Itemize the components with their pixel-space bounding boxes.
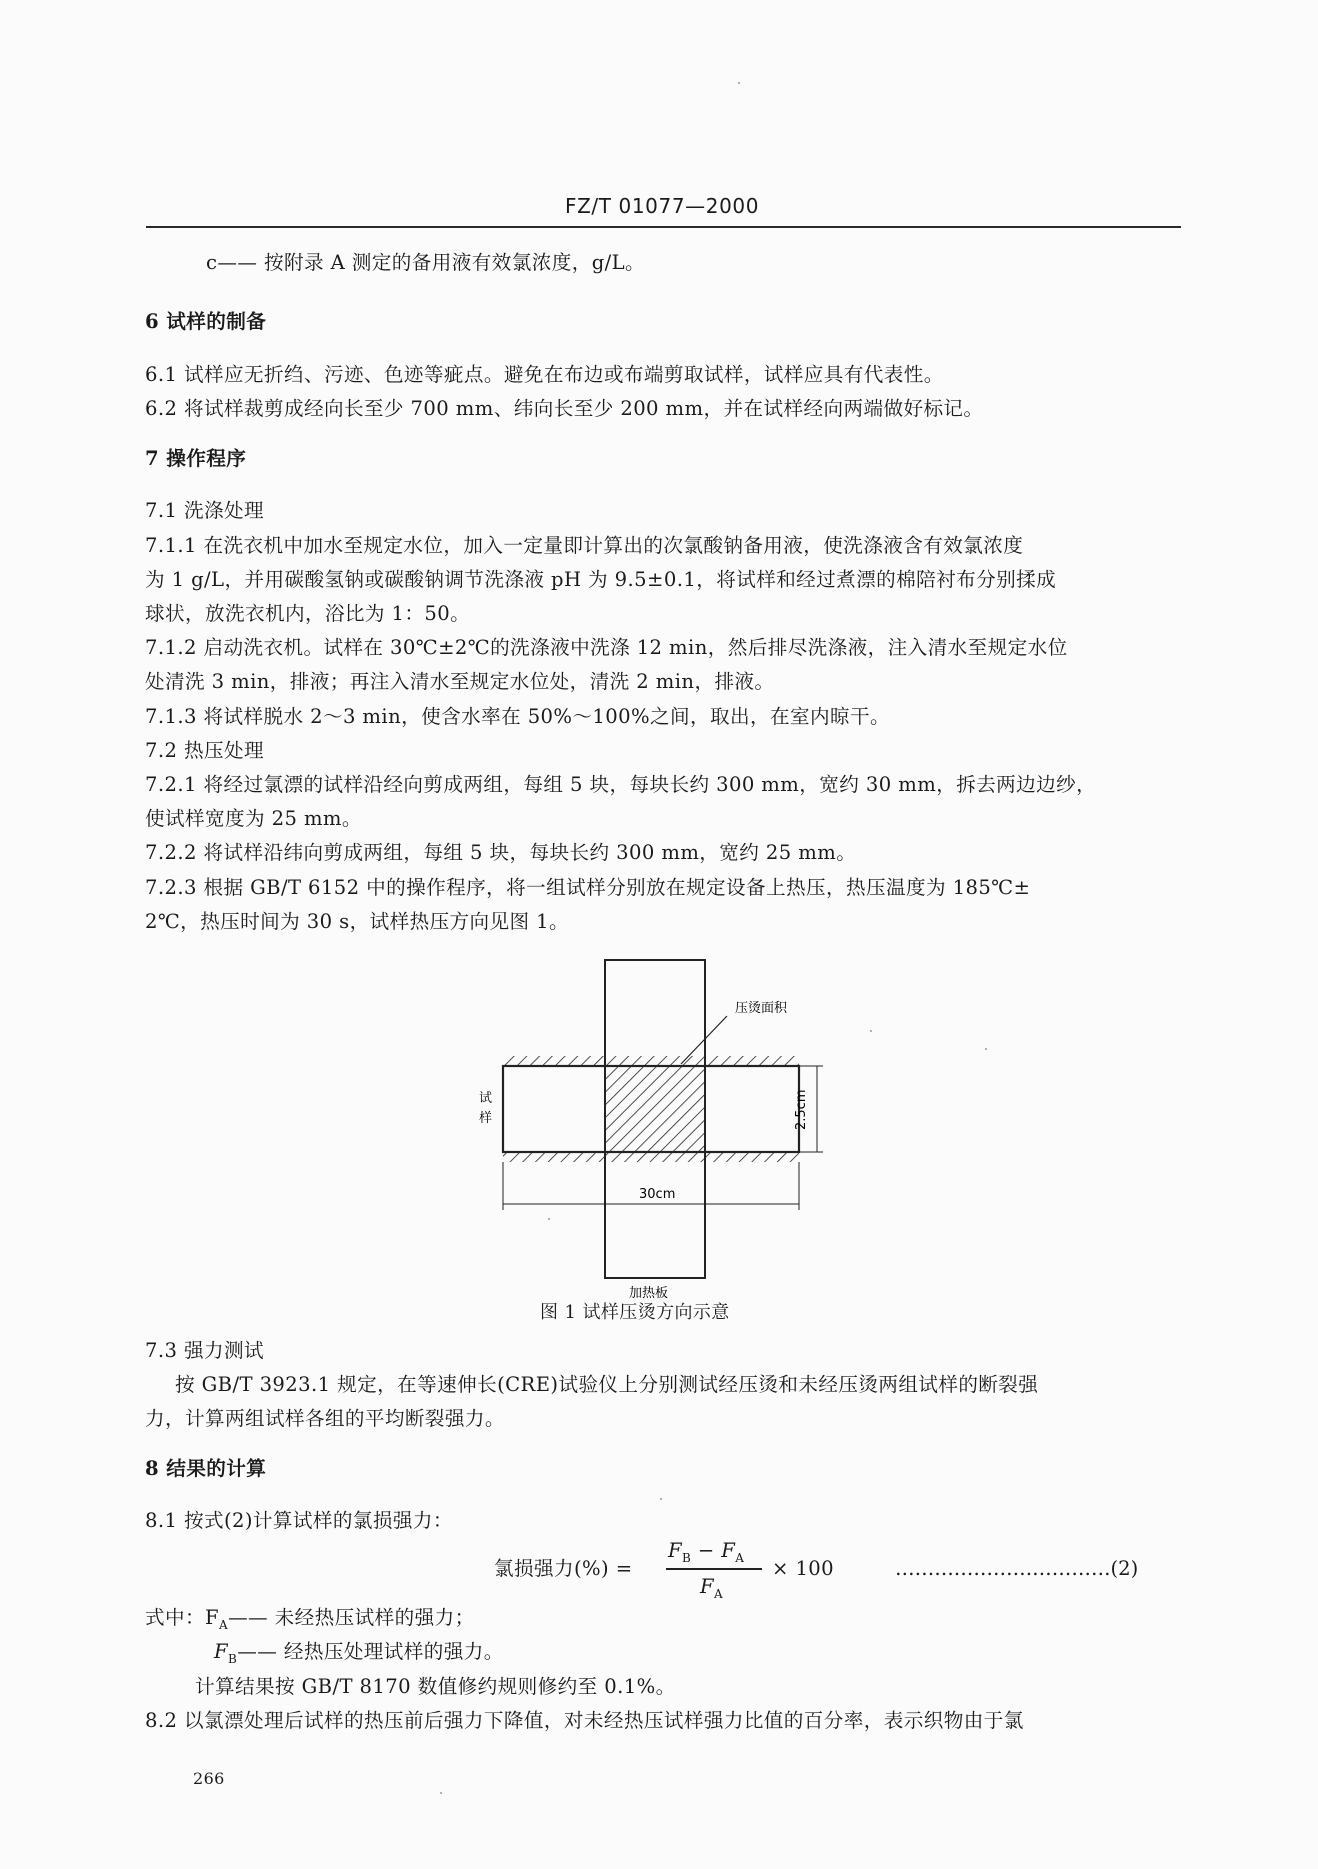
top-hatch-band [503, 1056, 799, 1066]
rounding-rule: 计算结果按 GB/T 8170 数值修约规则修约至 0.1%。 [195, 1675, 676, 1698]
clause-7-1-1-line2: 为 1 g/L，并用碳酸氢钠或碳酸钠调节洗涤液 pH 为 9.5±0.1，将试样和经过煮漂的棉陪衬布分别揉成 [145, 568, 1057, 591]
formula-den-sub-a: A [714, 1586, 724, 1601]
clause-7-2: 7.2 热压处理 [145, 739, 264, 762]
section-6-title: 6 试样的制备 [145, 310, 267, 333]
scan-speck [738, 82, 740, 84]
where-fa [145, 1605, 475, 1638]
clause-7-3-line2: 力，计算两组试样各组的平均断裂强力。 [145, 1407, 505, 1430]
formula-times-100: × 100 [772, 1557, 835, 1580]
where-fb-symbol: F [214, 1640, 228, 1663]
pressed-area-label: 压烫面积 [735, 1001, 788, 1016]
clause-7-1-2-line1: 7.1.2 启动洗衣机。试样在 30℃±2℃的洗涤液中洗涤 12 min，然后排尽洗涤液，注入清水至规定水位 [145, 636, 1068, 659]
where-fb-sub: B [228, 1651, 238, 1666]
clause-6-2: 6.2 将试样裁剪成经向长至少 700 mm、纬向长至少 200 mm，并在试样经向两端做好标记。 [145, 397, 984, 420]
formula-minus-fa: − F [691, 1539, 736, 1562]
where-fa-prefix: 式中：F [145, 1606, 219, 1629]
clause-8-2: 8.2 以氯漂处理后试样的热压前后强力下降值，对未经热压试样强力比值的百分率，表示织物由于氯 [145, 1709, 1024, 1732]
scan-speck [870, 1030, 872, 1032]
c-definition: c—— 按附录 A 测定的备用液有效氯浓度，g/L。 [206, 251, 646, 274]
formula-sub-b: B [682, 1550, 692, 1565]
clause-7-1-3: 7.1.3 将试样脱水 2～3 min，使含水率在 50%～100%之间，取出，在室内晾干。 [145, 705, 890, 728]
dim-height-label: 2.5cm [794, 1089, 809, 1130]
where-fa-sub: A [218, 1617, 229, 1632]
bottom-hatch-band [503, 1152, 799, 1162]
clause-7-1-1-line1: 7.1.1 在洗衣机中加水至规定水位，加入一定量即计算出的次氯酸钠备用液，使洗涤液含有效氯浓度 [145, 534, 1024, 557]
formula-denominator [700, 1574, 723, 1607]
clause-6-1: 6.1 试样应无折绉、污迹、色迹等疵点。避免在布边或布端剪取试样，试样应具有代表性。 [145, 363, 944, 386]
dim-width-label: 30cm [639, 1187, 676, 1202]
heating-plate-label: 加热板 [629, 1286, 669, 1301]
formula-lhs: 氯损强力(%) = [494, 1557, 633, 1580]
clause-7-2-3-line1: 7.2.3 根据 GB/T 6152 中的操作程序，将一组试样分别放在规定设备上热压，热压温度为 185℃± [145, 876, 1031, 899]
clause-7-3: 7.3 强力测试 [145, 1339, 264, 1362]
sample-label-2: 样 [479, 1111, 493, 1126]
clause-7-1: 7.1 洗涤处理 [145, 499, 264, 522]
formula-fb: F [668, 1539, 682, 1562]
scan-speck [985, 1048, 987, 1050]
fa-definition: —— 未经热压试样的强力； [228, 1606, 475, 1629]
fb-definition: —— 经热压处理试样的强力。 [237, 1640, 504, 1663]
scan-speck [660, 1498, 662, 1500]
clause-8-1: 8.1 按式(2)计算试样的氯损强力： [145, 1509, 453, 1532]
clause-7-2-2: 7.2.2 将试样沿纬向剪成两组，每组 5 块，每块长约 300 mm，宽约 25 mm。 [145, 841, 857, 864]
formula-fraction-bar [666, 1568, 762, 1570]
page-number: 266 [193, 1769, 225, 1788]
clause-7-1-1-line3: 球状，放洗衣机内，浴比为 1：50。 [145, 602, 471, 625]
section-8-title: 8 结果的计算 [145, 1457, 267, 1480]
clause-7-2-1-line1: 7.2.1 将经过氯漂的试样沿经向剪成两组，每组 5 块，每块长约 300 mm，宽约 30 mm，拆去两边边纱， [145, 773, 1097, 796]
clause-7-1-2-line2: 处清洗 3 min，排液；再注入清水至规定水位处，清洗 2 min，排液。 [145, 670, 775, 693]
figure-1-caption: 图 1 试样压烫方向示意 [540, 1302, 730, 1323]
scan-speck [440, 1792, 442, 1794]
header-rule [146, 226, 1181, 228]
sample-label-1: 试 [479, 1091, 493, 1106]
clause-7-2-3-line2: 2℃，热压时间为 30 s，试样热压方向见图 1。 [145, 910, 570, 933]
formula-number: ……………………………(2) [895, 1557, 1139, 1580]
formula-sub-a: A [735, 1550, 745, 1565]
pressed-area [605, 1066, 705, 1152]
formula-den-f: F [700, 1575, 714, 1598]
formula-numerator [668, 1538, 744, 1571]
where-fb [214, 1639, 504, 1672]
clause-7-2-1-line2: 使试样宽度为 25 mm。 [145, 807, 362, 830]
figure-1-pressing-diagram [479, 960, 875, 1301]
scan-speck [548, 1218, 550, 1220]
standard-code-header: FZ/T 01077—2000 [565, 194, 760, 218]
clause-7-3-line1: 按 GB/T 3923.1 规定，在等速伸长(CRE)试验仪上分别测试经压烫和未经压烫两组试样的断裂强 [175, 1373, 1039, 1396]
section-7-title: 7 操作程序 [145, 447, 247, 470]
